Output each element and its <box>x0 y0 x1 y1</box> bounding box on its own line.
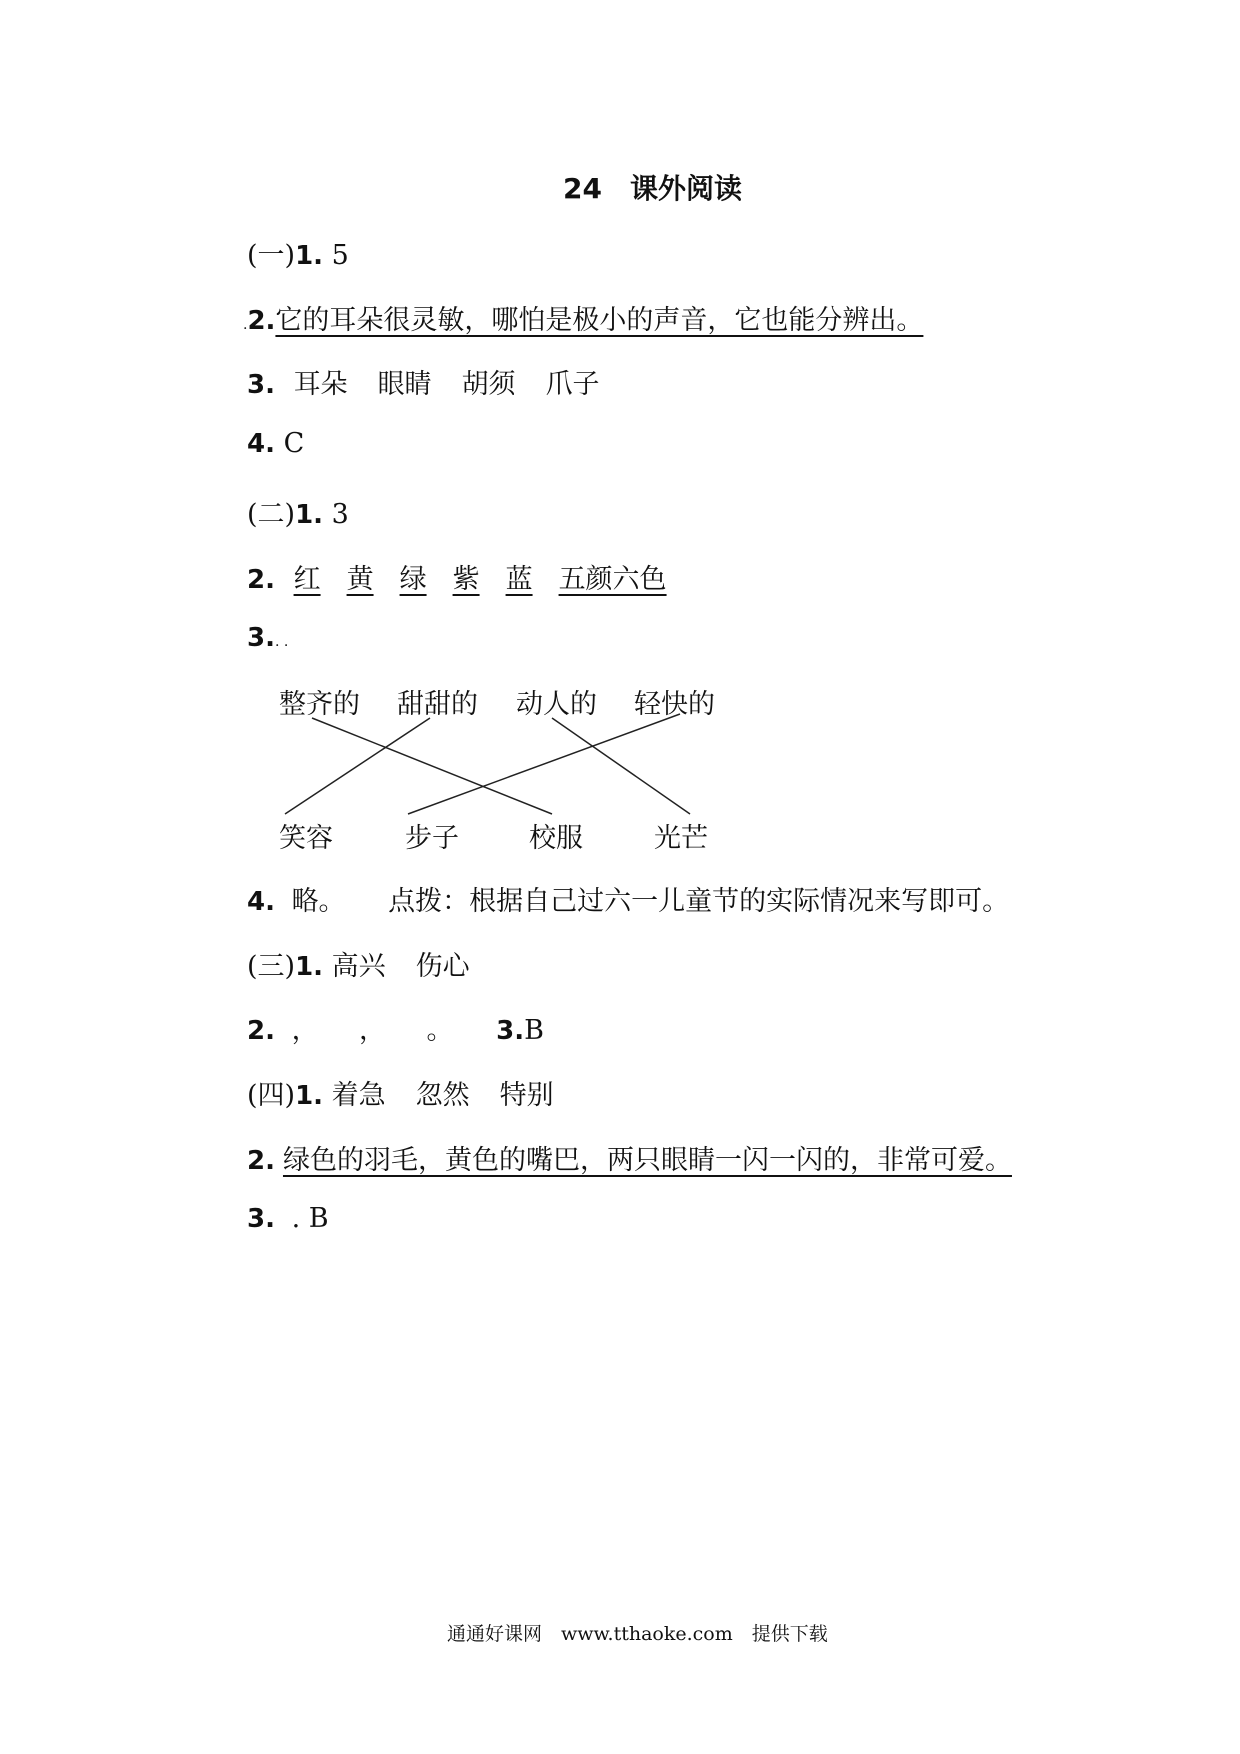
match-line <box>552 718 690 814</box>
section-4-q2 <box>247 1138 1012 1177</box>
section-3-q2 <box>247 1008 544 1047</box>
answer-word: 黄 <box>346 564 374 595</box>
question-number: 3. <box>496 1016 525 1046</box>
answer-word: 伤心 <box>415 951 470 982</box>
section-label: (一) <box>247 240 296 271</box>
question-number: 3. <box>247 623 275 653</box>
question-number: 4. <box>247 429 275 459</box>
match-top-3: 动人的 <box>516 689 597 720</box>
answer-word: 眼睛 <box>377 369 432 400</box>
answer-punctuation: ， ， 。 <box>291 1015 454 1046</box>
question-number: 3. <box>247 1204 275 1234</box>
section-3-q1 <box>247 944 470 983</box>
question-number: 1. <box>295 500 324 530</box>
match-top-4: 轻快的 <box>634 689 715 720</box>
answer-word: 红 <box>293 564 321 595</box>
match-bottom-3: 校服 <box>529 823 583 854</box>
question-number: 2. <box>247 565 275 595</box>
match-line <box>408 714 680 814</box>
stray-mark: . . <box>274 634 289 650</box>
question-number: 3. <box>247 370 275 400</box>
question-number: 2. <box>247 1146 275 1176</box>
answer-word: 耳朵 <box>293 369 348 400</box>
answer-word: 高兴 <box>331 951 386 982</box>
answer: 略。 <box>291 886 346 917</box>
answer-word: 着急 <box>331 1080 386 1111</box>
match-line <box>285 718 430 814</box>
question-number: 4. <box>247 887 275 917</box>
answer: 3 <box>331 499 349 530</box>
stray-mark: . <box>243 317 248 333</box>
answer-word: 绿 <box>399 564 427 595</box>
section-4-q3 <box>247 1203 329 1234</box>
hint: 点拨：根据自己过六一儿童节的实际情况来写即可。 <box>388 886 1010 917</box>
answer: . B <box>291 1203 329 1234</box>
match-bottom-1: 笑容 <box>279 823 333 854</box>
answer: 它的耳朵很灵敏，哪怕是极小的声音，它也能分辨出。 <box>275 305 924 336</box>
answer-word: 忽然 <box>415 1080 470 1111</box>
section-4-q1 <box>247 1073 554 1112</box>
answer: 绿色的羽毛，黄色的嘴巴，两只眼睛一闪一闪的，非常可爱。 <box>282 1145 1012 1176</box>
answer: B <box>524 1015 544 1046</box>
answer: C <box>283 428 305 459</box>
match-top-2: 甜甜的 <box>397 689 478 720</box>
answer-word: 胡须 <box>461 369 516 400</box>
question-number: 1. <box>295 952 324 982</box>
answer: 5 <box>331 240 349 271</box>
match-top-1: 整齐的 <box>279 689 360 720</box>
question-number: 1. <box>295 241 324 271</box>
match-line <box>312 718 552 814</box>
match-bottom-2: 步子 <box>405 823 459 854</box>
answer-word: 紫 <box>452 564 480 595</box>
question-number: 1. <box>295 1081 324 1111</box>
section-label: (四) <box>247 1080 296 1111</box>
question-number: 2. <box>247 1016 275 1046</box>
answer-word: 特别 <box>499 1080 554 1111</box>
page-title: 24 课外阅读 <box>563 172 742 205</box>
section-label: (二) <box>247 499 296 530</box>
question-number: 2. <box>247 306 276 336</box>
answer-word: 爪子 <box>545 369 600 400</box>
section-2-q4 <box>247 879 1009 918</box>
section-label: (三) <box>247 951 296 982</box>
answer-word: 五颜六色 <box>558 564 667 595</box>
answer-word: 蓝 <box>505 564 533 595</box>
match-bottom-4: 光芒 <box>654 823 708 854</box>
footer: 通通好课网 www.tthaoke.com 提供下载 <box>447 1623 828 1645</box>
